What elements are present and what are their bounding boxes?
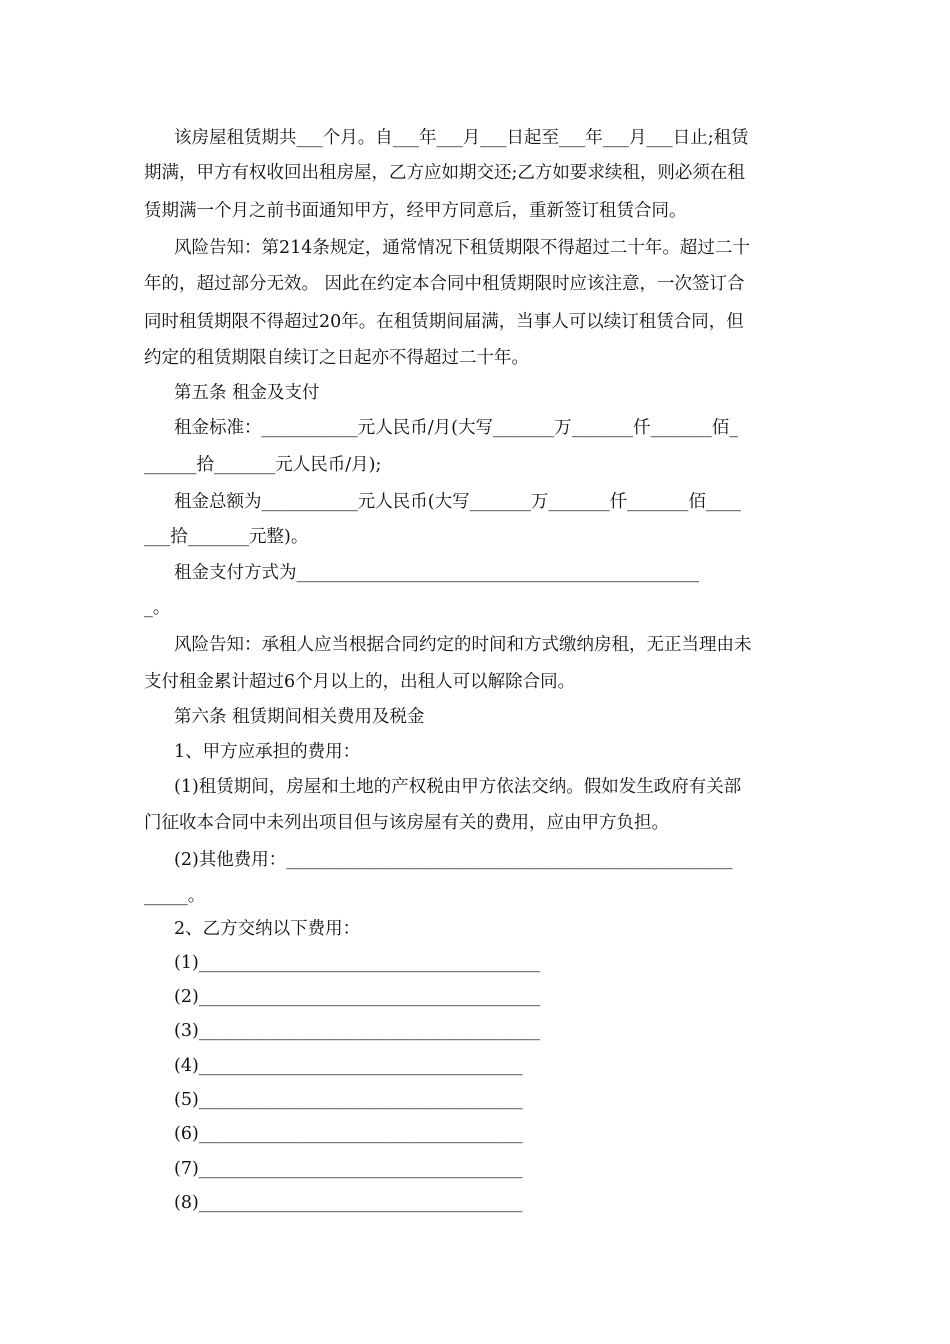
text-line: _____。 <box>144 886 206 906</box>
text-line: 租金标准：___________元人民币/月(大写_______万_______仟_______佰_ <box>174 418 738 438</box>
list-item: (5)_____________________________________ <box>174 1090 523 1110</box>
text-line: 同时租赁期限不得超过20年。在租赁期间届满，当事人可以续订租赁合同，但 <box>144 312 744 332</box>
text-line: 租金总额为___________元人民币(大写_______万_______仟_______佰____ <box>174 492 741 512</box>
text-line: 年的，超过部分无效。 因此在约定本合同中租赁期限时应该注意，一次签订合 <box>144 274 745 294</box>
text-line: 支付租金累计超过6个月以上的，出租人可以解除合同。 <box>144 672 576 692</box>
text-line: _。 <box>144 598 171 618</box>
text-line: 约定的租赁期限自续订之日起亦不得超过二十年。 <box>144 348 529 368</box>
list-item: (7)_____________________________________ <box>174 1159 523 1179</box>
text-line: 风险告知：第214条规定，通常情况下租赁期限不得超过二十年。超过二十 <box>174 238 750 258</box>
list-item: (3)_______________________________________ <box>174 1021 541 1041</box>
list-item: (8)_____________________________________ <box>174 1193 523 1213</box>
section-heading: 第五条 租金及支付 <box>174 383 320 403</box>
list-item: (4)_____________________________________ <box>174 1056 523 1076</box>
text-line: ___拾_______元整)。 <box>144 527 309 547</box>
list-item: (6)_____________________________________ <box>174 1124 523 1144</box>
text-line: 期满，甲方有权收回出租房屋，乙方应如期交还;乙方如要求续租，则必须在租 <box>144 163 745 183</box>
text-line: 风险告知：承租人应当根据合同约定的时间和方式缴纳房租，无正当理由未 <box>174 635 752 655</box>
text-line: ______拾_______元人民币/月); <box>144 455 382 475</box>
text-line: 2、乙方交纳以下费用： <box>174 919 361 939</box>
section-heading: 第六条 租赁期间相关费用及税金 <box>174 707 425 727</box>
text-line: 门征收本合同中未列出项目但与该房屋有关的费用，应由甲方负担。 <box>144 813 669 833</box>
list-item: (2)_______________________________________ <box>174 987 541 1007</box>
text-line: 该房屋租赁期共___个月。自___年___月___日起至___年___月___日止;租赁 <box>174 128 749 148</box>
list-item: (1)_______________________________________ <box>174 953 541 973</box>
text-line: (2)其他费用：___________________________________________________ <box>174 850 733 870</box>
text-line: 赁期满一个月之前书面通知甲方，经甲方同意后，重新签订租赁合同。 <box>144 201 687 221</box>
text-line: 1、甲方应承担的费用： <box>174 742 361 762</box>
text-line: 租金支付方式为______________________________________________ <box>174 563 699 583</box>
text-line: (1)租赁期间，房屋和土地的产权税由甲方依法交纳。假如发生政府有关部 <box>174 777 742 797</box>
